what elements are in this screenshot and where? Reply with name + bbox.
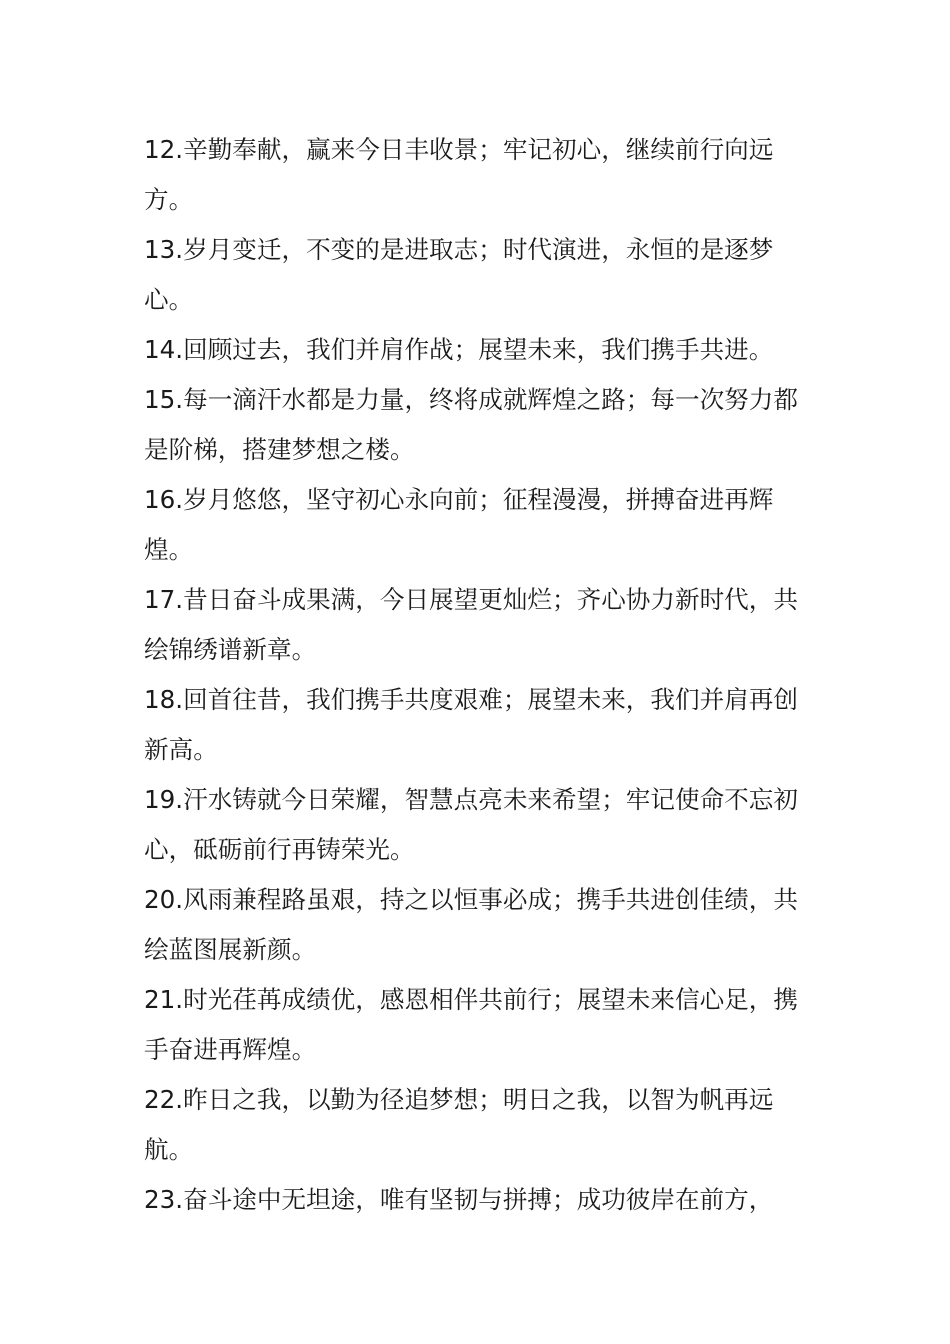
list-item: 19.汗水铸就今日荣耀，智慧点亮未来希望；牢记使命不忘初心，砥砺前行再铸荣光。 xyxy=(144,785,798,864)
list-item: 23.奋斗途中无坦途，唯有坚韧与拼搏；成功彼岸在前方， xyxy=(144,1185,774,1214)
list-item: 13.岁月变迁，不变的是进取志；时代演进，永恒的是逐梦心。 xyxy=(144,235,774,314)
list-item: 12.辛勤奉献，赢来今日丰收景；牢记初心，继续前行向远方。 xyxy=(144,135,774,214)
list-item: 14.回顾过去，我们并肩作战；展望未来，我们携手共进。 xyxy=(144,335,774,364)
list-item: 18.回首往昔，我们携手共度艰难；展望未来，我们并肩再创新高。 xyxy=(144,685,798,764)
list-item: 21.时光荏苒成绩优，感恩相伴共前行；展望未来信心足，携手奋进再辉煌。 xyxy=(144,985,798,1064)
list-item: 22.昨日之我，以勤为径追梦想；明日之我，以智为帆再远航。 xyxy=(144,1085,774,1164)
list-item: 20.风雨兼程路虽艰，持之以恒事必成；携手共进创佳绩，共绘蓝图展新颜。 xyxy=(144,885,798,964)
list-item: 16.岁月悠悠，坚守初心永向前；征程漫漫，拼搏奋进再辉煌。 xyxy=(144,485,774,564)
list-item: 17.昔日奋斗成果满，今日展望更灿烂；齐心协力新时代，共绘锦绣谱新章。 xyxy=(144,585,798,664)
document-body xyxy=(144,125,816,1225)
list-item: 15.每一滴汗水都是力量，终将成就辉煌之路；每一次努力都是阶梯，搭建梦想之楼。 xyxy=(144,385,798,464)
